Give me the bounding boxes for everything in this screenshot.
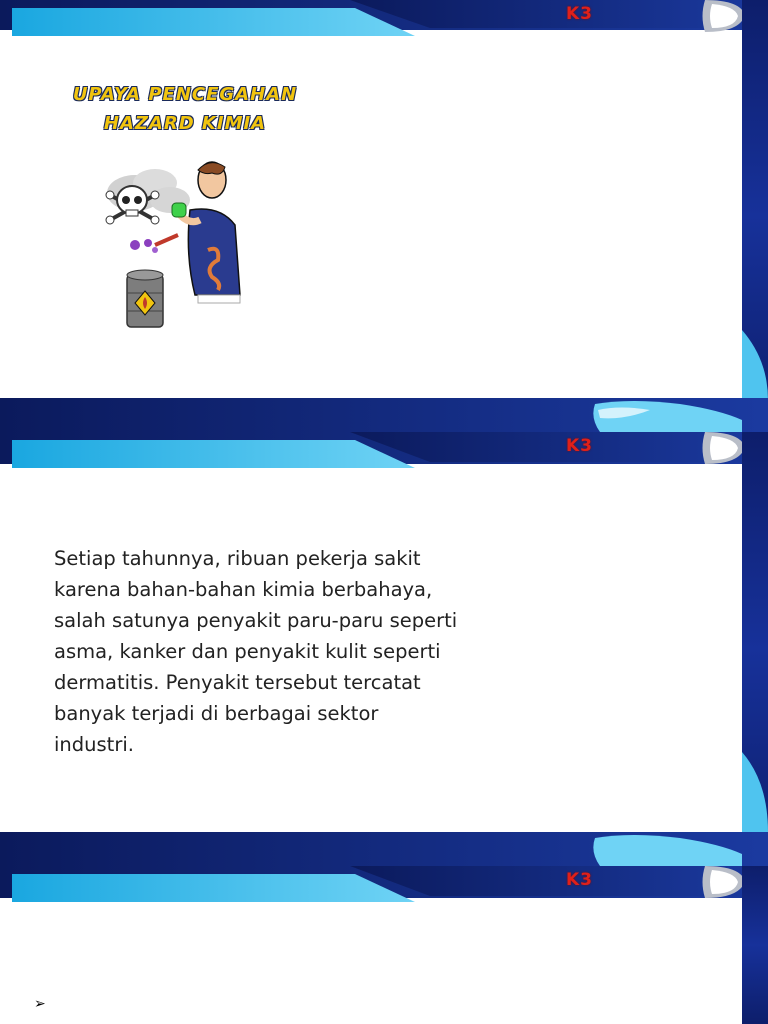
k3-badge: K3 <box>566 870 594 890</box>
slide-frame <box>0 866 768 1024</box>
chemical-hazard-illustration <box>100 155 250 335</box>
barrel-icon <box>127 270 163 327</box>
title-line-2: HAZARD KIMIA <box>103 113 267 134</box>
slide-body-text: Setiap tahunnya, ribuan pekerja sakit karena bahan-bahan kimia berbahaya, salah satunya penyakit paru-paru seperti asma, kanker dan penyakit kulit seperti dermatitis. Penyakit tersebut tercatat banyak terjadi di berbagai sektor industri. <box>54 547 458 756</box>
slide-3 <box>0 866 768 1024</box>
k3-badge: K3 <box>566 436 594 456</box>
k3-badge: K3 <box>566 4 594 24</box>
slide-title <box>40 80 330 138</box>
slide-1 <box>0 0 768 432</box>
slide-2 <box>0 432 768 866</box>
title-line-1: UPAYA PENCEGAHAN <box>72 84 298 105</box>
bullet-arrow-icon: ➢ <box>34 996 46 1012</box>
